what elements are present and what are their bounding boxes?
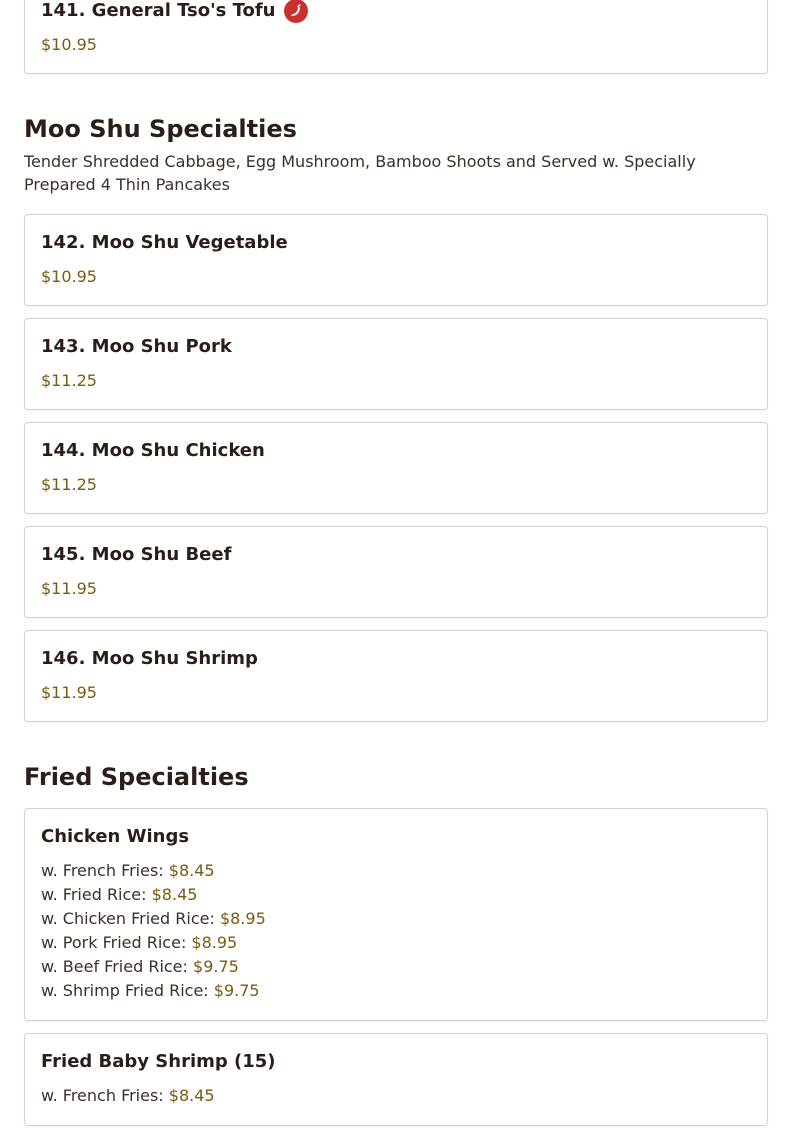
section-title-fried: Fried Specialties — [24, 763, 249, 791]
price-option — [41, 1084, 751, 1108]
price-option — [41, 979, 751, 1003]
price-option — [41, 883, 751, 907]
menu-item-card[interactable] — [24, 318, 768, 410]
menu-item-card[interactable] — [24, 808, 768, 1021]
menu-item-card[interactable] — [24, 422, 768, 514]
item-name: 142. Moo Shu Vegetable — [41, 232, 288, 253]
item-name: 146. Moo Shu Shrimp — [41, 648, 258, 669]
item-name: 143. Moo Shu Pork — [41, 336, 232, 357]
option-price: $9.75 — [213, 981, 260, 1000]
option-price: $8.95 — [191, 933, 238, 952]
option-label: w. French Fries: — [41, 861, 164, 880]
option-label: w. Beef Fried Rice: — [41, 957, 188, 976]
item-name: 145. Moo Shu Beef — [41, 544, 232, 565]
menu-item-card[interactable] — [24, 214, 768, 306]
item-price: $11.25 — [41, 371, 97, 390]
item-name: Fried Baby Shrimp (15) — [41, 1051, 276, 1072]
item-price: $10.95 — [41, 35, 97, 54]
price-option — [41, 955, 751, 979]
option-price: $8.45 — [168, 861, 215, 880]
item-price: $11.25 — [41, 475, 97, 494]
price-option-list — [41, 1084, 751, 1108]
menu-page — [24, 0, 768, 1138]
menu-item-card[interactable] — [24, 630, 768, 722]
item-price: $11.95 — [41, 579, 97, 598]
item-price: $11.95 — [41, 683, 97, 702]
option-price: $8.45 — [168, 1086, 215, 1105]
section-description-moo-shu: Tender Shredded Cabbage, Egg Mushroom, Bamboo Shoots and Served w. Specially Prepared 4 Thin Pancakes — [24, 152, 696, 194]
section-title-moo-shu: Moo Shu Specialties — [24, 115, 297, 143]
menu-item-card[interactable] — [24, 526, 768, 618]
price-option — [41, 907, 751, 931]
item-name: Chicken Wings — [41, 826, 190, 847]
option-label: w. French Fries: — [41, 1086, 164, 1105]
item-name: 144. Moo Shu Chicken — [41, 440, 265, 461]
price-option — [41, 859, 751, 883]
option-price: $9.75 — [193, 957, 239, 976]
option-label: w. Pork Fried Rice: — [41, 933, 187, 952]
option-price: $8.45 — [151, 885, 198, 904]
item-name-row — [41, 0, 751, 23]
option-price: $8.95 — [219, 909, 266, 928]
menu-item-card[interactable] — [24, 1033, 768, 1126]
option-label: w. Chicken Fried Rice: — [41, 909, 215, 928]
item-price: $10.95 — [41, 267, 97, 286]
price-option — [41, 931, 751, 955]
option-label: w. Fried Rice: — [41, 885, 147, 904]
spicy-chili-icon — [284, 0, 308, 23]
item-name: 141. General Tso's Tofu — [41, 0, 276, 21]
menu-item-card[interactable] — [24, 0, 768, 74]
price-option-list — [41, 859, 751, 1003]
option-label: w. Shrimp Fried Rice: — [41, 981, 209, 1000]
